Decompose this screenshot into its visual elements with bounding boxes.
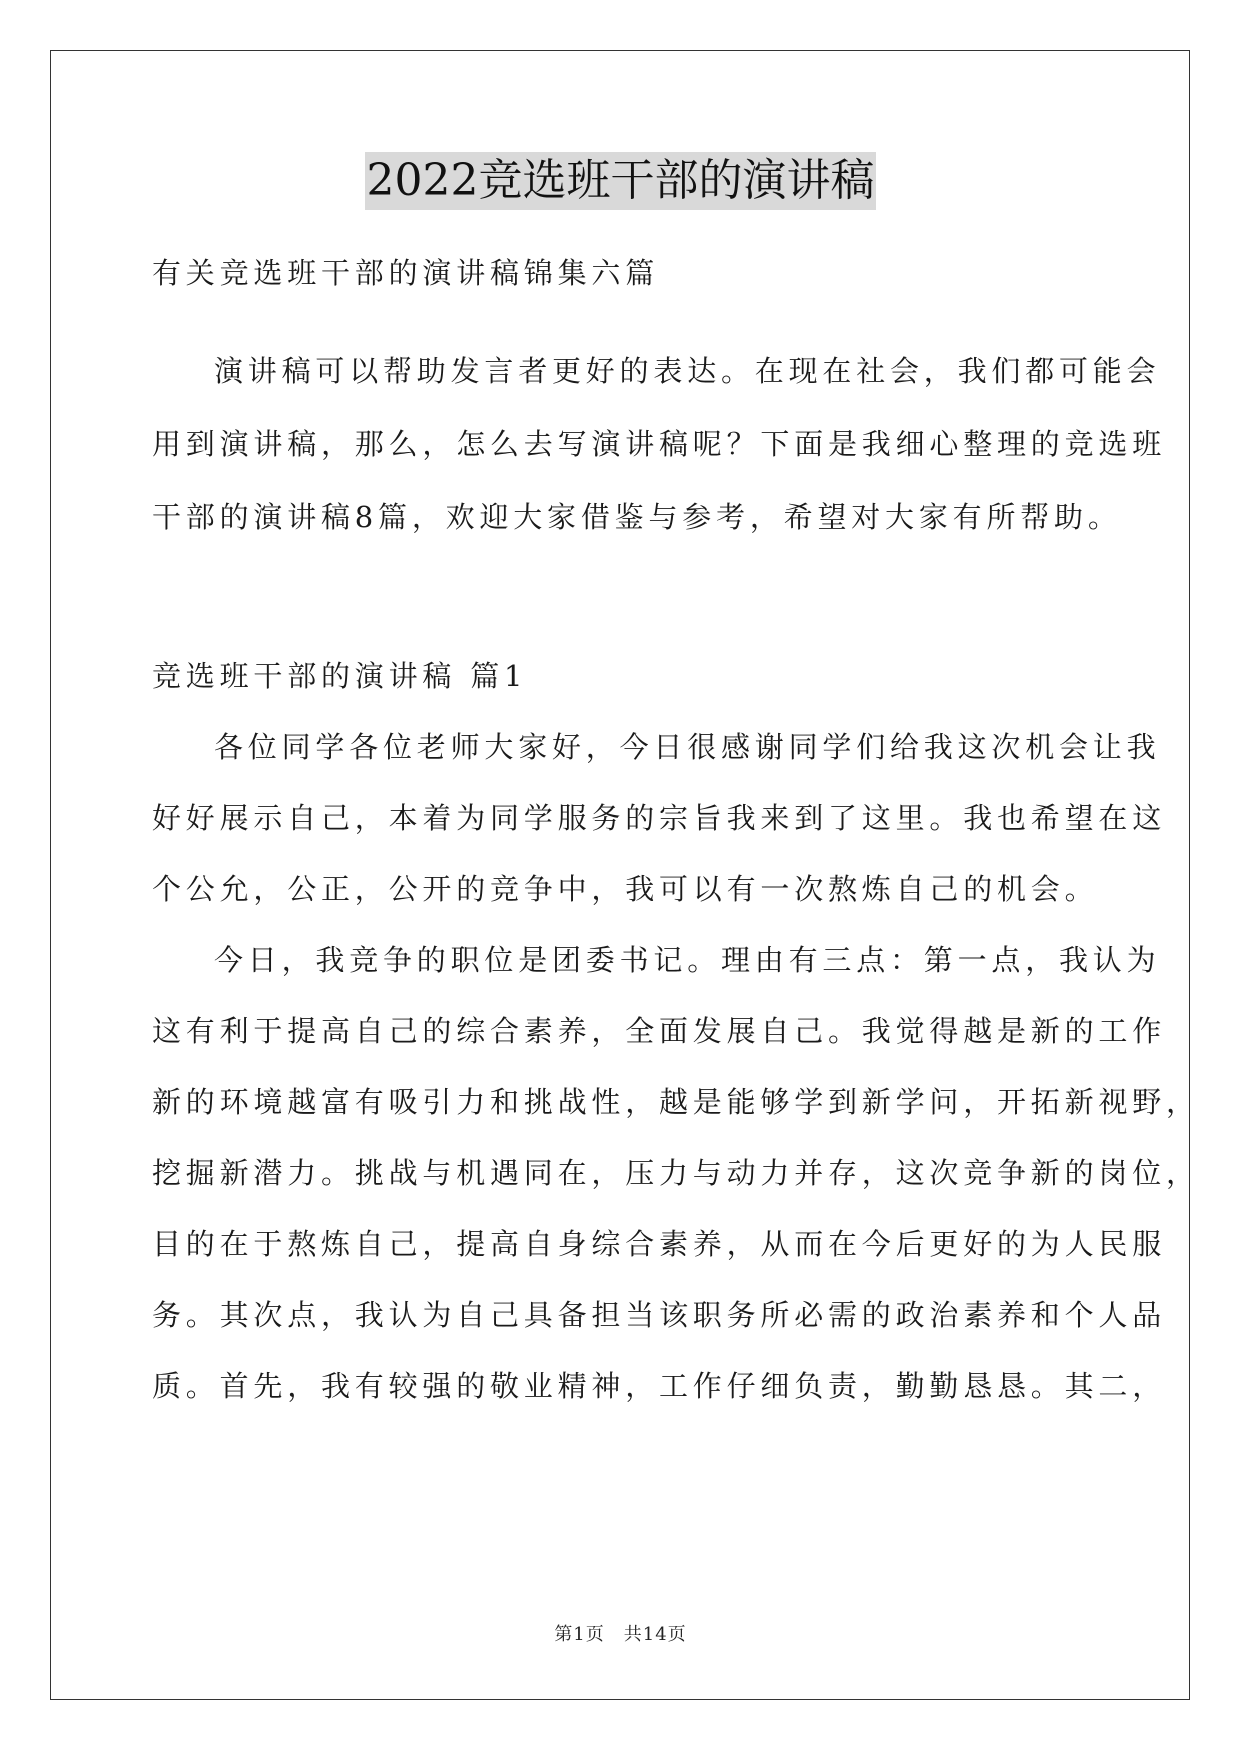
body-paragraph-line: 质。首先，我有较强的敬业精神，工作仔细负责，勤勤恳恳。其二， (152, 1369, 1167, 1403)
section-spacer (152, 558, 1092, 635)
intro-paragraph-line: 演讲稿可以帮助发言者更好的表达。在现在社会，我们都可能会 (214, 354, 1161, 388)
body-paragraph-line: 各位同学各位老师大家好，今日很感谢同学们给我这次机会让我 (214, 730, 1161, 764)
intro-paragraph-line: 用到演讲稿，那么，怎么去写演讲稿呢？下面是我细心整理的竞选班 (152, 427, 1167, 461)
page-number-footer: 第1页 共14页 (554, 1624, 687, 1645)
subtitle-line: 有关竞选班干部的演讲稿锦集六篇 (152, 256, 660, 290)
document-title: 2022竞选班干部的演讲稿 (365, 152, 877, 210)
body-paragraph-line: 新的环境越富有吸引力和挑战性，越是能够学到新学问，开拓新视野， (152, 1085, 1200, 1119)
body-paragraph-line: 好好展示自己，本着为同学服务的宗旨我来到了这里。我也希望在这 (152, 801, 1167, 835)
body-paragraph-line: 务。其次点，我认为自己具备担当该职务所必需的政治素养和个人品 (152, 1298, 1167, 1332)
body-paragraph-line: 今日，我竞争的职位是团委书记。理由有三点：第一点，我认为 (214, 943, 1161, 977)
document-body (152, 232, 1200, 1427)
intro-paragraph-line: 干部的演讲稿8篇，欢迎大家借鉴与参考，希望对大家有所帮助。 (152, 500, 1122, 534)
section-heading: 竞选班干部的演讲稿 篇1 (152, 659, 528, 693)
title-container (0, 152, 1241, 210)
body-paragraph-line: 个公允，公正，公开的竞争中，我可以有一次熬炼自己的机会。 (152, 872, 1099, 906)
body-paragraph-line: 目的在于熬炼自己，提高自身综合素养，从而在今后更好的为人民服 (152, 1227, 1167, 1261)
body-paragraph-line: 挖掘新潜力。挑战与机遇同在，压力与动力并存，这次竞争新的岗位， (152, 1156, 1200, 1190)
body-paragraph-line: 这有利于提高自己的综合素养，全面发展自己。我觉得越是新的工作 (152, 1014, 1167, 1048)
